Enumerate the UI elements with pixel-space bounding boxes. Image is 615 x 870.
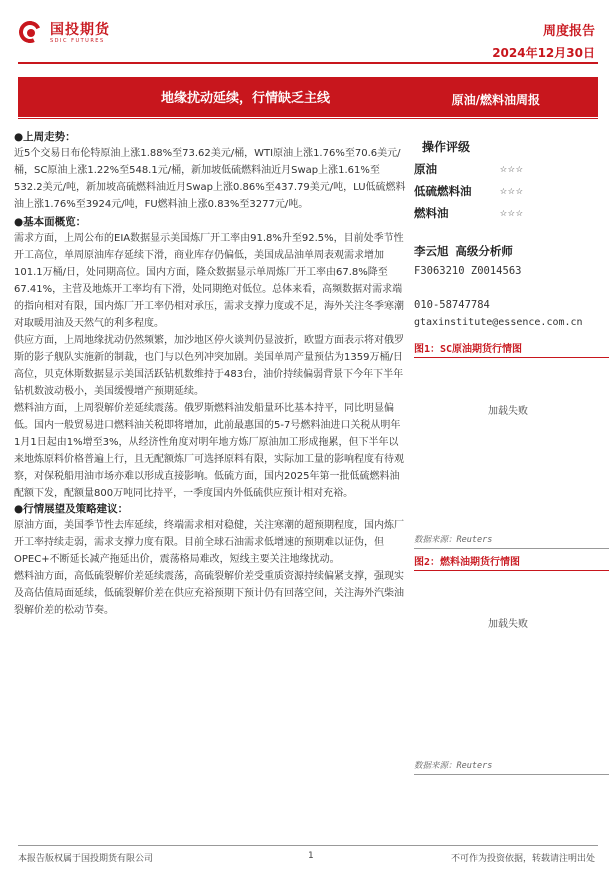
paragraph-fuel-oil: 燃料油方面，上周裂解价差延续震荡。俄罗斯燃料油发船量环比基本持平，同比明显偏低。国内一般贸易进口燃料油关税即将增加，此前最惠国的5-7号燃料油进口关税从明年1月1日起由1%增至3%，从经济性角度对明年地方炼厂原油加工形成拖累，但下半年以来地炼原料价格普遍上行，且无配额炼厂可选择原料有限，实际加工量的影响程度有待观察，对保税船用油市场亦难以形成直接影响。低硫方面，国内2025年第一批低硫燃料油配额下发，配额量800万吨同比持平，一季度国内外低硫供应预计相对充裕。 xyxy=(14,403,404,499)
paragraph-fuel-outlook: 燃料油方面，高低硫裂解价差延续震荡，高硫裂解价差受重质资源持续偏紧支撑，强现实及高估值局面延续，低硫裂解价差在供应充裕预期下预计仍有回落空间，关注海外汽柴油裂解价差的松动节奏。 xyxy=(14,571,404,616)
rating-label: 低硫燃料油 xyxy=(414,184,472,198)
report-type: 周度报告 xyxy=(542,24,595,39)
paragraph-supply: 供应方面，上周地缘扰动仍然频繁，加沙地区停火谈判仍显波折，欧盟方面表示将对俄罗斯的影子舰队实施新的制裁，也门与以色列冲突加剧。美国单周产量预估为1359万桶/日高位，贝克休斯数据显示美国活跃钻机数维持于483台，油价持续偏弱背景下今年下半年钻机数波动极小，美国缓慢增产预期延续。 xyxy=(14,335,404,397)
report-date: 2024年12月30日 xyxy=(492,46,595,60)
footer-disclaimer: 不可作为投资依据，转载请注明出处 xyxy=(450,854,595,864)
analyst-certification: F3063210 Z0014563 xyxy=(414,265,522,277)
figure-source: 数据来源：Reuters xyxy=(414,535,493,545)
figure-source: 数据来源：Reuters xyxy=(414,761,493,771)
rating-label: 原油 xyxy=(414,162,437,176)
figure-caption: 图2：燃料油期货行情图 xyxy=(414,557,521,568)
company-logo xyxy=(18,20,110,46)
report-title: 地缘扰动延续，行情缺乏主线 xyxy=(161,91,331,106)
image-load-failed-text: 加载失败 xyxy=(488,619,528,630)
logo-name-cn: 国投期货 xyxy=(50,21,110,38)
main-content xyxy=(14,130,406,619)
title-bar xyxy=(18,77,598,117)
figure-image-placeholder xyxy=(414,358,609,533)
star-rating-icon: ☆☆☆ xyxy=(500,205,524,219)
rating-row xyxy=(414,183,609,199)
figure-divider xyxy=(414,774,609,775)
image-load-failed-text: 加载失败 xyxy=(488,406,528,417)
rating-title: 操作评级 xyxy=(422,140,471,154)
star-rating-icon: ☆☆☆ xyxy=(500,183,524,197)
star-rating-icon: ☆☆☆ xyxy=(500,161,524,175)
report-category: 原油/燃料油周报 xyxy=(451,93,540,107)
analyst-email[interactable]: gtaxinstitute@essence.com.cn xyxy=(414,317,583,328)
rating-label: 燃料油 xyxy=(414,206,449,220)
paragraph-demand: 需求方面，上周公布的EIA数据显示美国炼厂开工率由91.8%升至92.5%，目前处季节性开工高位，单周原油库存延续下滑，商业库存仍偏低，美国成品油单周表观需求增加101.1万桶/日，处同期高位。国内方面，隆众数据显示单周炼厂开工率由67.8%降至67.41%，主营及地炼开工率均有下滑，处同期绝对低位。总体来看，高频数据对需求端的指向相对有限，国内炼厂开工率仍相对承压，需求支撑力度或不足，海外关注冬季寒潮对取暖用油及天然气的利多程度。 xyxy=(14,233,404,329)
logo-icon xyxy=(18,20,44,46)
analyst-name: 李云旭 高级分析师 xyxy=(414,244,513,258)
title-divider xyxy=(18,118,598,119)
sidebar xyxy=(414,138,609,775)
page-number: 1 xyxy=(308,851,314,861)
section-heading-weekly-trend: ●上周走势： xyxy=(14,131,76,143)
analyst-phone: 010-58747784 xyxy=(414,299,490,311)
section-heading-fundamentals: ●基本面概览： xyxy=(14,216,87,228)
paragraph-crude-outlook: 原油方面，美国季节性去库延续，终端需求相对稳健，关注寒潮的超预期程度，国内炼厂开工率持续走弱，需求支撑力度有限。目前全球石油需求低增速的预期难以证伪，但OPEC+不断延长减产拖延出价，震荡格局难改，短线主要关注地缘扰动。 xyxy=(14,520,404,565)
header-divider xyxy=(18,62,598,64)
rating-row xyxy=(414,205,609,221)
logo-name-en: SDIC FUTURES xyxy=(50,37,105,44)
figure-caption: 图1：SC原油期货行情图 xyxy=(414,344,523,355)
section-heading-outlook: ●行情展望及策略建议： xyxy=(14,503,129,515)
paragraph-weekly-trend: 近5个交易日布伦特原油上涨1.88%至73.62美元/桶，WTI原油上涨1.76%至70.6美元/桶，SC原油上涨1.22%至548.1元/桶，新加坡低硫燃料油近月Swap上涨1.61%至532.2美元/吨，新加坡高硫燃料油近月Swap上涨0.86%至437.79美元/吨，LU低硫燃料油上涨1.76%至3924元/吨，FU燃料油上涨0.83%至3277元/吨。 xyxy=(14,148,406,210)
rating-row xyxy=(414,161,609,177)
figure-image-placeholder xyxy=(414,571,609,759)
footer-divider xyxy=(18,845,598,846)
footer-copyright: 本报告版权属于国投期货有限公司 xyxy=(18,854,154,864)
